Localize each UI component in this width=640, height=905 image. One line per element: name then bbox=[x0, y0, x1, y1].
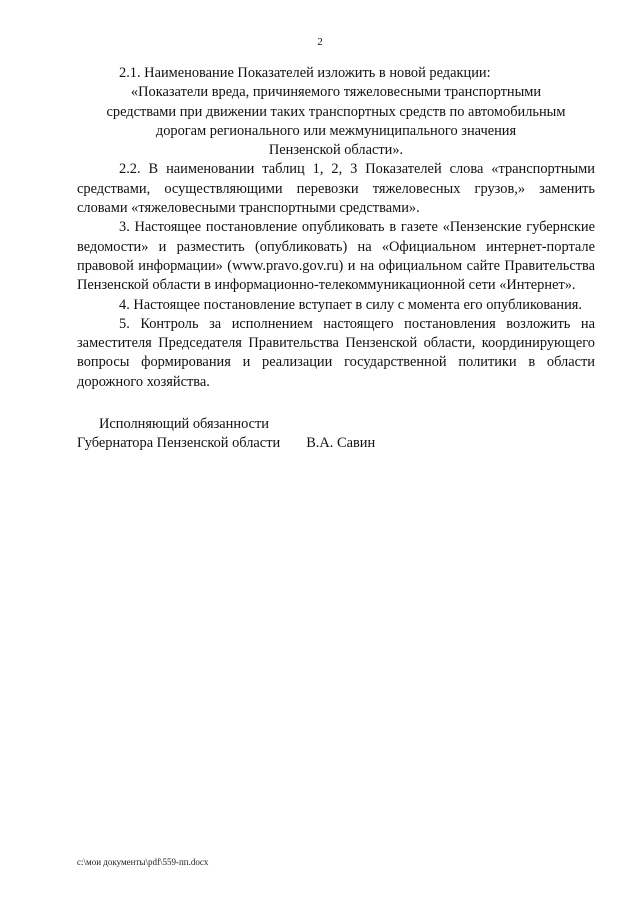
quote-line-3: дорогам регионального или межмуниципального значения bbox=[155, 122, 517, 139]
signature-block bbox=[77, 415, 597, 454]
signature-title-line-1: Исполняющий обязанности bbox=[99, 416, 270, 432]
document-body bbox=[77, 64, 595, 392]
quote-line-4: Пензенской области». bbox=[268, 142, 404, 159]
quote-line-2: средствами при движении таких транспортных средств по автомобильным bbox=[106, 103, 566, 120]
footer-file-path: c:\мои документы\pdf\559-пп.docx bbox=[77, 857, 209, 867]
page-number: 2 bbox=[317, 36, 323, 48]
signature-line-2 bbox=[77, 434, 597, 453]
paragraph-4: 4. Настоящее постановление вступает в силу с момента его опубликования. bbox=[119, 296, 583, 313]
paragraph-3: 3. Настоящее постановление опубликовать в газете «Пензенские губернские ведомости» и разместить (опубликовать) на «Официальном интернет-портале правовой информации» (www.pravo.gov.ru) и на официальном сайте Правительства Пензенской области в информационно-телекоммуникационной сети «Интернет». bbox=[77, 219, 595, 294]
quote-block bbox=[77, 83, 595, 160]
signatory-name: В.А. Савин bbox=[306, 435, 376, 452]
signature-title-line-2: Губернатора Пензенской области bbox=[77, 435, 281, 452]
paragraph-2-1: 2.1. Наименование Показателей изложить в новой редакции: bbox=[119, 65, 491, 81]
quote-line-1: «Показатели вреда, причиняемого тяжеловесными транспортными bbox=[130, 84, 542, 101]
paragraph-5: 5. Контроль за исполнением настоящего постановления возложить на заместителя Председателя Правительства Пензенской области, координирующего вопросы формирования и реализации государственной политики в области дорожного хозяйства. bbox=[77, 315, 595, 390]
paragraph-2-2: 2.2. В наименовании таблиц 1, 2, 3 Показателей слова «транспортными средствами, осуществляющими перевозки тяжеловесных грузов,» заменить словами «тяжеловесными транспортными средствами». bbox=[77, 161, 595, 217]
